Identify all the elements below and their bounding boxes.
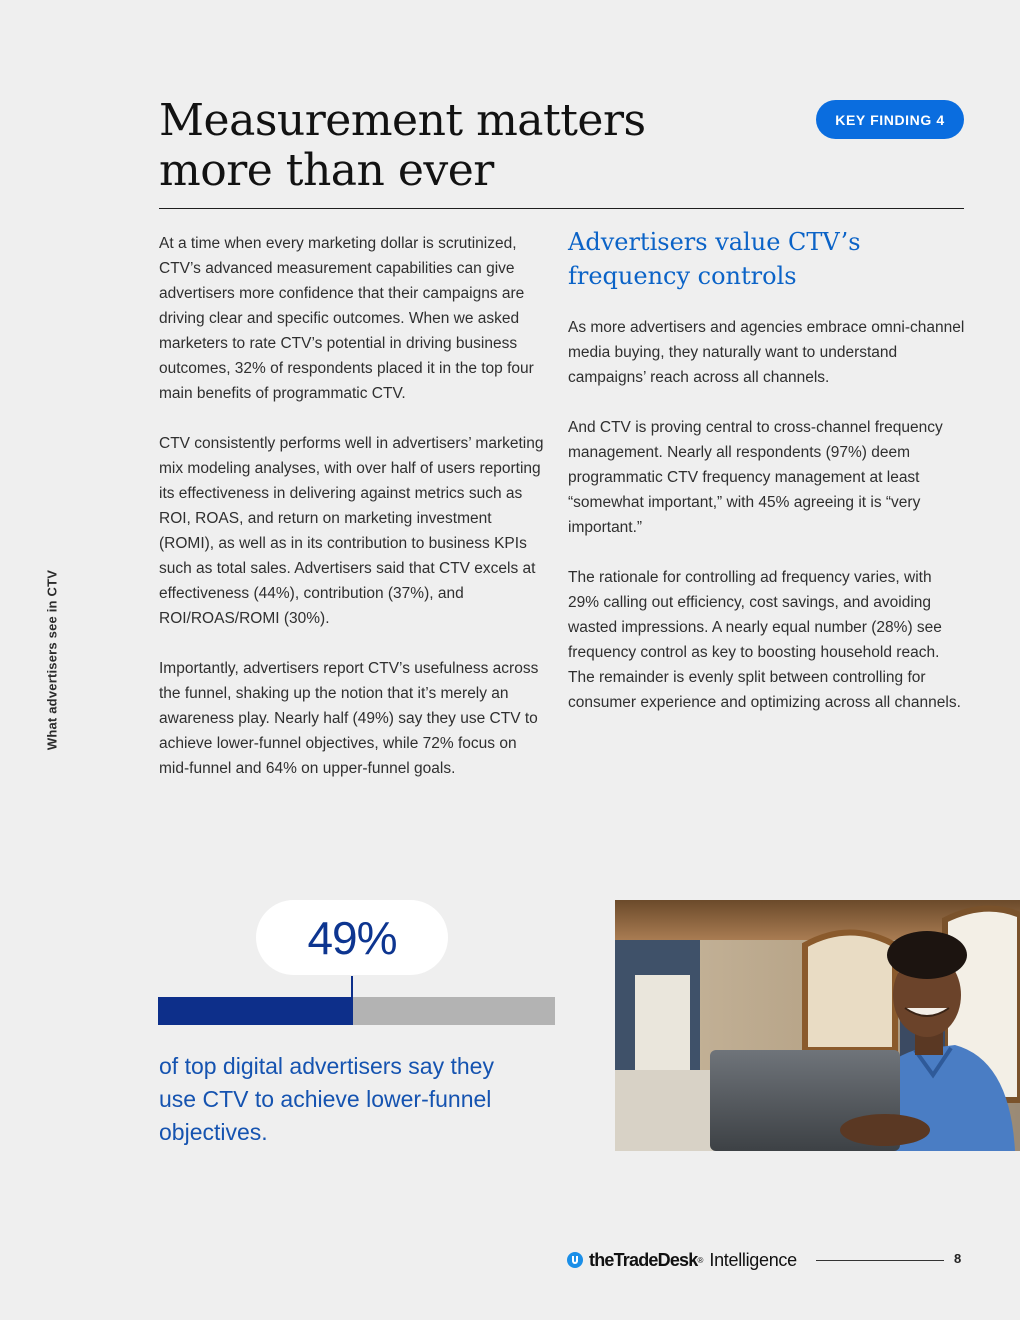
- left-paragraph-1: At a time when every marketing dollar is scrutinized, CTV’s advanced measurement capabilities can give advertisers more confidence that their campaigns are driving clear and specific outcomes. When we asked marketers to rate CTV’s potential in driving business outcomes, 32% of respondents placed it in the top four main benefits of programmatic CTV.: [159, 235, 534, 402]
- left-paragraph-2: CTV consistently performs well in advertisers’ marketing mix modeling analyses, with over half of users reporting its effectiveness in delivering against metrics such as ROI, ROAS, and return on marketing investment (ROMI), as well as in its contribution to business KPIs such as total sales. Advertisers said that CTV excels at effectiveness (44%), contribution (37%), and ROI/ROAS/ROMI (30%).: [159, 435, 544, 627]
- page-number: 8: [954, 1251, 962, 1266]
- key-finding-badge: KEY FINDING 4: [816, 100, 964, 139]
- stat-progress-fill: [158, 997, 353, 1025]
- title-divider: [159, 208, 964, 209]
- frequency-heading: Advertisers value CTV’s frequency controls: [568, 228, 861, 290]
- stat-bar-marker: [351, 976, 353, 997]
- right-paragraph-2: And CTV is proving central to cross-channel frequency management. Nearly all respondents (97%) deem programmatic CTV frequency management at least “somewhat important,” with 45% agreeing it is “very important.”: [568, 419, 943, 536]
- right-paragraph-3: The rationale for controlling ad frequency varies, with 29% calling out efficiency, cost savings, and avoiding wasted impressions. A nearly equal number (28%) see frequency control as key to boosting household reach. The remainder is evenly split between controlling for consumer experience and optimizing across all channels.: [568, 569, 961, 711]
- logo-brand-text: theTradeDesk: [589, 1249, 698, 1270]
- advertiser-photo: [615, 900, 1020, 1151]
- right-paragraph-1: As more advertisers and agencies embrace omni-channel media buying, they naturally want to understand campaigns’ reach across all channels.: [568, 319, 965, 386]
- page-title: Measurement matters more than ever: [159, 95, 646, 196]
- logo-sub-brand: Intelligence: [709, 1249, 797, 1270]
- section-side-label: What advertisers see in CTV: [44, 569, 60, 751]
- stat-caption: of top digital advertisers say they use CTV to achieve lower-funnel objectives.: [159, 1053, 494, 1145]
- left-paragraph-3: Importantly, advertisers report CTV’s usefulness across the funnel, shaking up the notion that it’s merely an awareness play. Nearly half (49%) say they use CTV to achieve lower-funnel objectives, while 72% focus on mid-funnel and 64% on upper-funnel goals.: [159, 660, 539, 777]
- footer-divider: [816, 1260, 944, 1261]
- stat-progress-track: [158, 997, 555, 1025]
- stat-value-bubble: 49%: [256, 900, 448, 975]
- logo-trademark: ®: [697, 1255, 704, 1265]
- left-column: [159, 231, 549, 806]
- tradedesk-logo-icon: [567, 1252, 583, 1268]
- tradedesk-logo: [567, 1248, 797, 1272]
- right-column: [568, 225, 966, 740]
